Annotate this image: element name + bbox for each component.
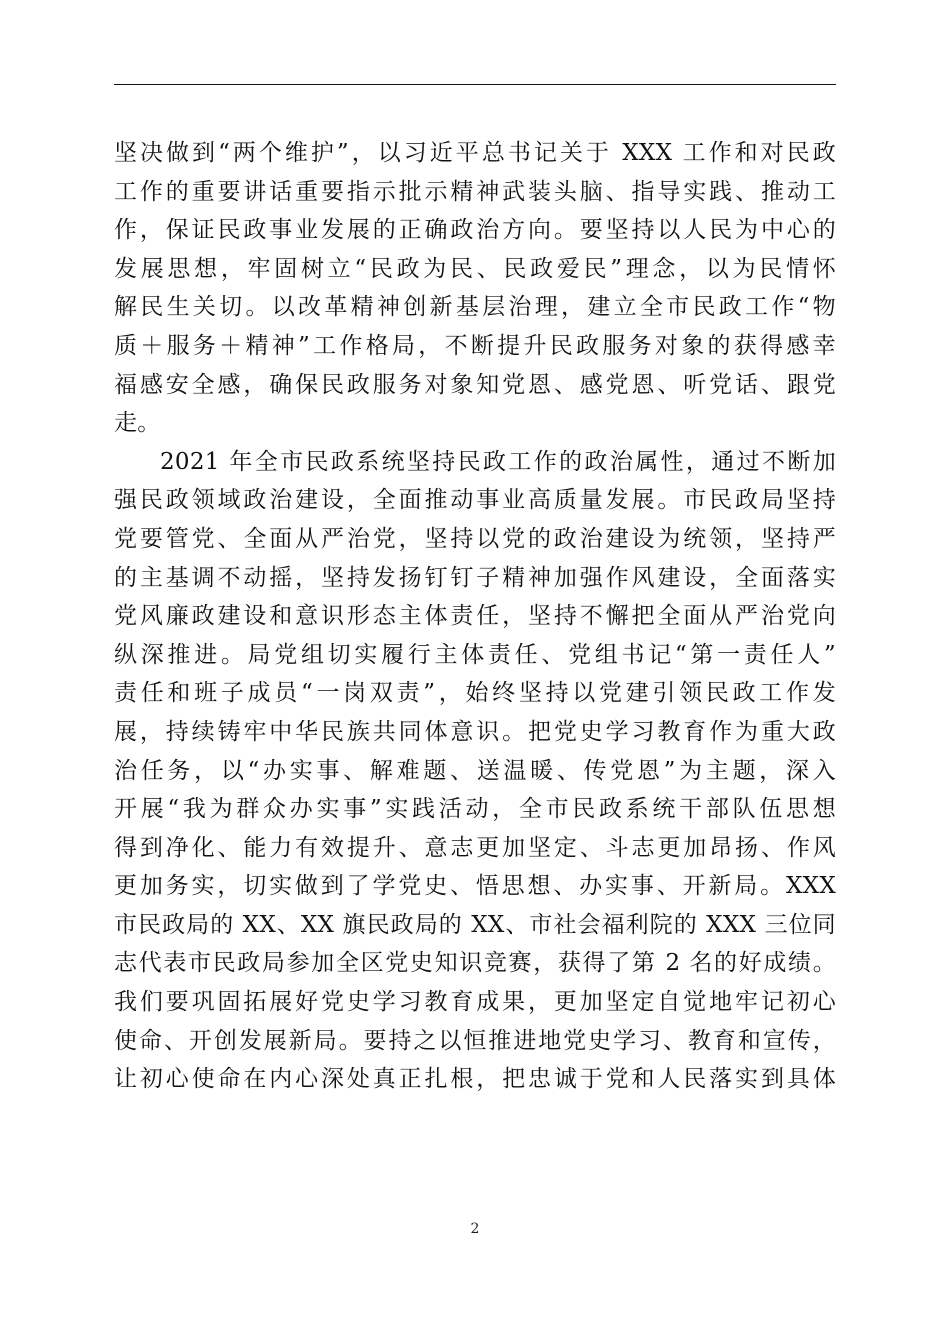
text-line: 作，保证民政事业发展的正确政治方向。要坚持以人民为中心的 bbox=[114, 217, 836, 244]
text-line: 开展“我为群众办实事”实践活动，全市民政系统干部队伍思想 bbox=[114, 796, 836, 823]
text-line: 使命、开创发展新局。要持之以恒推进地党史学习、教育和宣传， bbox=[114, 1027, 836, 1054]
page-number: 2 bbox=[470, 1221, 480, 1237]
text-line: 党要管党、全面从严治党，坚持以党的政治建设为统领，坚持严 bbox=[114, 525, 836, 552]
text-line: 质＋服务＋精神”工作格局，不断提升民政服务对象的获得感幸 bbox=[114, 332, 836, 359]
text-line: 治任务，以“办实事、解难题、送温暖、传党恩”为主题，深入 bbox=[114, 757, 836, 784]
text-line: 让初心使命在内心深处真正扎根，把忠诚于党和人民落实到具体 bbox=[114, 1066, 836, 1093]
text-line: 福感安全感，确保民政服务对象知党恩、感党恩、听党话、跟党 bbox=[114, 371, 836, 398]
document-body bbox=[114, 134, 836, 1099]
text-line: 市民政局的 XX、XX 旗民政局的 XX、市社会福利院的 XXX 三位同 bbox=[114, 911, 836, 938]
text-line: 的主基调不动摇，坚持发扬钉钉子精神加强作风建设，全面落实 bbox=[114, 564, 836, 591]
header-rule bbox=[114, 84, 836, 85]
text-line: 得到净化、能力有效提升、意志更加坚定、斗志更加昂扬、作风 bbox=[114, 834, 836, 861]
text-line: 2021 年全市民政系统坚持民政工作的政治属性，通过不断加 bbox=[160, 448, 836, 475]
text-line: 解民生关切。以改革精神创新基层治理，建立全市民政工作“物 bbox=[114, 294, 836, 321]
text-line: 责任和班子成员“一岗双责”，始终坚持以党建引领民政工作发 bbox=[114, 680, 836, 707]
text-line: 工作的重要讲话重要指示批示精神武装头脑、指导实践、推动工 bbox=[114, 178, 836, 205]
text-line: 强民政领域政治建设，全面推动事业高质量发展。市民政局坚持 bbox=[114, 487, 836, 514]
text-line: 纵深推进。局党组切实履行主体责任、党组书记“第一责任人” bbox=[114, 641, 836, 668]
text-line: 走。 bbox=[114, 410, 161, 437]
paragraph bbox=[114, 134, 836, 443]
text-line: 更加务实，切实做到了学党史、悟思想、办实事、开新局。XXX bbox=[114, 873, 836, 900]
text-line: 坚决做到“两个维护”，以习近平总书记关于 XXX 工作和对民政 bbox=[114, 140, 836, 166]
text-line: 党风廉政建设和意识形态主体责任，坚持不懈把全面从严治党向 bbox=[114, 603, 836, 630]
text-line: 展，持续铸牢中华民族共同体意识。把党史学习教育作为重大政 bbox=[114, 718, 836, 745]
text-line: 我们要巩固拓展好党史学习教育成果，更加坚定自觉地牢记初心 bbox=[114, 989, 836, 1016]
text-line: 发展思想，牢固树立“民政为民、民政爱民”理念，以为民情怀 bbox=[114, 255, 836, 282]
text-line: 志代表市民政局参加全区党史知识竞赛，获得了第 2 名的好成绩。 bbox=[114, 950, 836, 977]
paragraph bbox=[114, 443, 836, 1099]
